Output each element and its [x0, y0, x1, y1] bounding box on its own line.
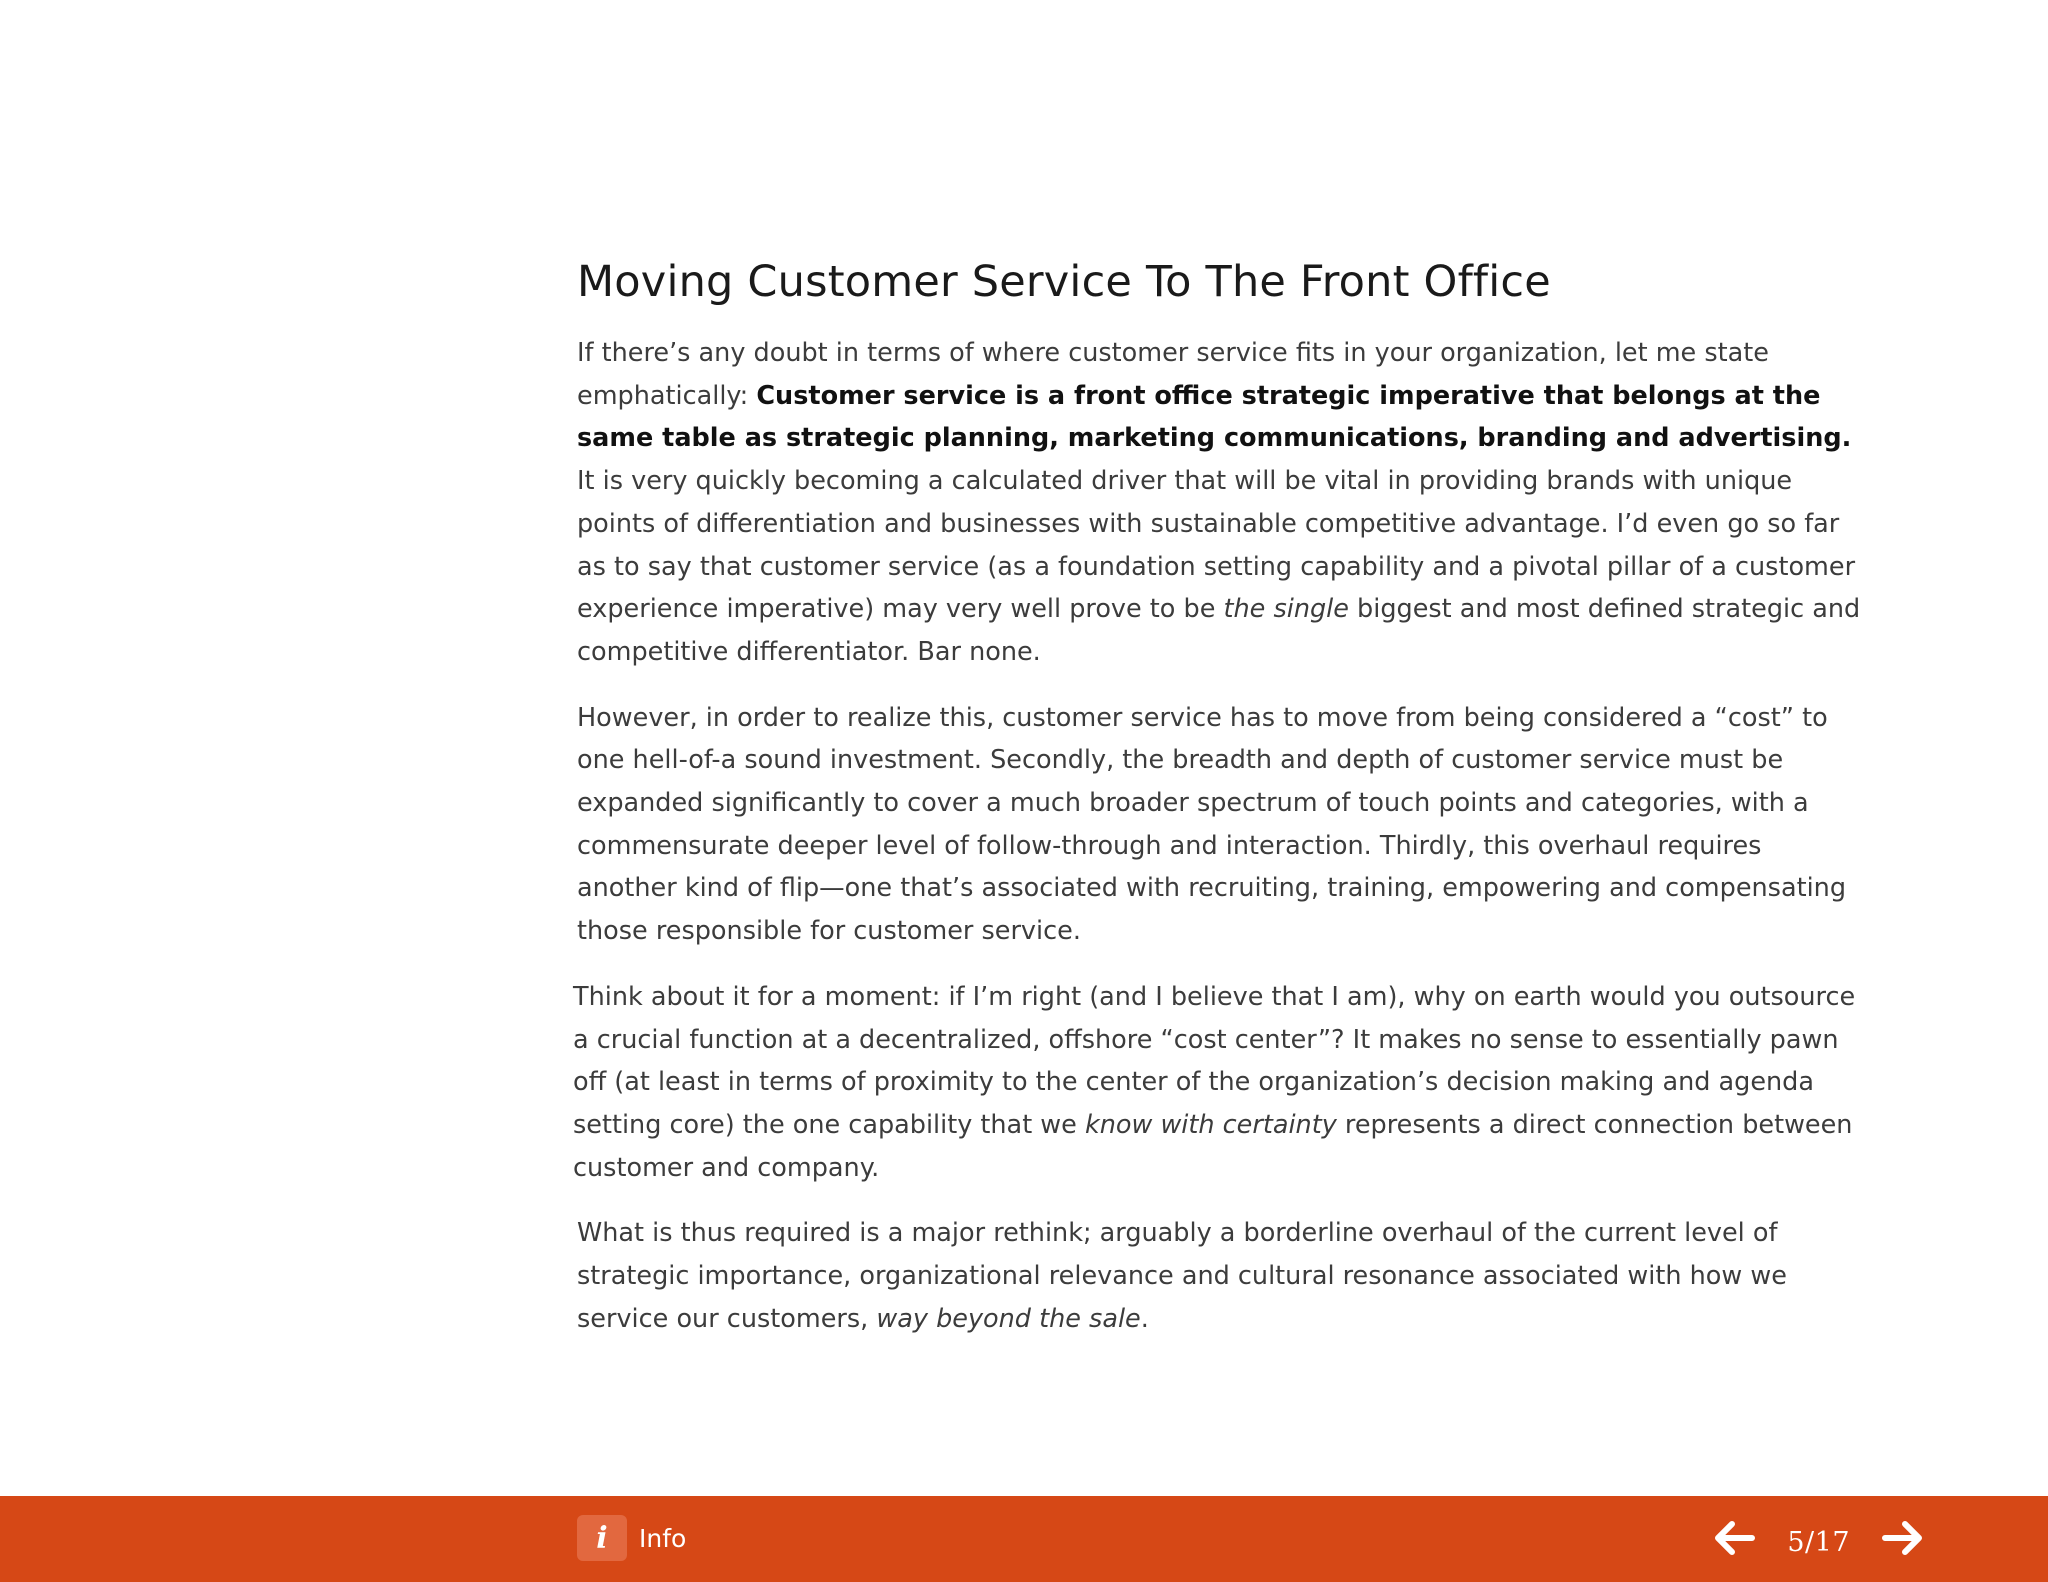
info-button[interactable] — [577, 1514, 686, 1562]
paragraph-2: However, in order to realize this, customer service has to move from being considered a “cost” to one hell-of-a sound investment. Secondly, the breadth and depth of customer service must be expanded significantly to cover a much broader spectrum of touch points and categories, with a commensurate deeper level of follow-through and interaction. Thirdly, this overhaul requires another kind of flip—one that’s associated with recruiting, training, empowering and compensating those responsible for customer service. — [577, 702, 1847, 947]
paragraph-4-text-a: What is thus required is a major rethink; arguably a borderline overhaul of the current level of strategic importance, organizational relevance and cultural resonance associated with how we service our customers, — [577, 1218, 1787, 1334]
article — [573, 252, 1867, 1363]
paragraph-1 — [577, 332, 1867, 674]
paragraph-3-emphasis: know with certainty — [1084, 1109, 1337, 1140]
paragraph-4 — [577, 1212, 1867, 1340]
arrow-right-icon — [1881, 1518, 1925, 1558]
paragraph-3-text-c: represents a direct connection between customer and company. — [573, 1109, 1853, 1183]
info-icon: i — [577, 1515, 627, 1561]
info-label: Info — [639, 1523, 687, 1553]
page-indicator: 5/17 — [1787, 1526, 1850, 1558]
page-title: Moving Customer Service To The Front Office — [577, 257, 1551, 307]
paragraph-3 — [573, 976, 1867, 1190]
paragraph-1-text-e: biggest and most defined strategic and competitive differentiator. Bar none. — [577, 594, 1861, 667]
paragraph-1-text-c: It is very quickly becoming a calculated driver that will be vital in providing brands with unique points of differentiation and businesses with sustainable competitive advantage. I’d even go so far as to say that customer service (as a foundation setting capability and a pivotal pillar of a customer experience imperative) may very well prove to be — [577, 466, 1856, 625]
paragraph-4-emphasis: way beyond the sale — [876, 1303, 1141, 1334]
paragraph-3-text-a: Think about it for a moment: if I’m right (and I believe that I am), why on earth would you outsource a crucial function at a decentralized, offshore “cost center”? It makes no sense to essentially pawn off (at least in terms of proximity to the center of the organization’s decision making and agenda setting core) the one capability that we — [573, 981, 1856, 1140]
arrow-left-icon — [1712, 1518, 1756, 1558]
paragraph-1-bold-statement: Customer service is a front office strategic imperative that belongs at the same table as strategic planning, marketing communications, branding and advertising. — [577, 380, 1852, 454]
next-page-button[interactable] — [1880, 1515, 1926, 1561]
paragraph-1-text-a: If there’s any doubt in terms of where customer service fits in your organization, let me state emphatically: — [577, 338, 1769, 411]
paragraph-1-emphasis: the single — [1223, 594, 1349, 625]
paragraph-4-text-c: . — [1140, 1303, 1149, 1334]
footer-bar — [0, 1496, 2048, 1582]
previous-page-button[interactable] — [1711, 1515, 1757, 1561]
page-navigation — [1711, 1510, 1926, 1566]
